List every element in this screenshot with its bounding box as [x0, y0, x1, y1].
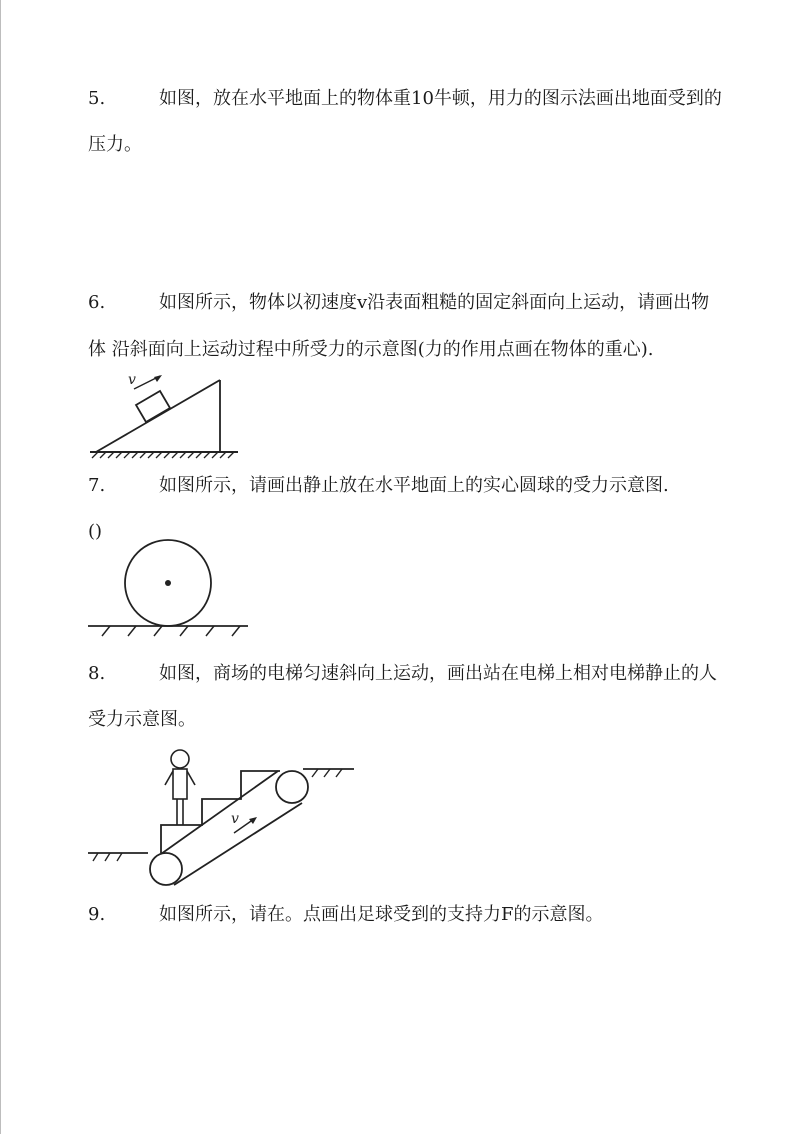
q8-text-1: 如图，商场的电梯匀速斜向上运动，画出站在电梯上相对电梯静止的人 — [159, 663, 717, 684]
person-right-arm — [187, 771, 195, 785]
person-body — [173, 769, 187, 799]
q5-text-2: 压力。 — [88, 134, 142, 155]
lower-roller — [150, 853, 182, 885]
person-head — [171, 750, 189, 768]
lower-floor-hatching — [93, 853, 122, 861]
q6-line-1 — [88, 291, 709, 315]
velocity-label: v — [231, 811, 239, 827]
ground-hatching — [102, 626, 240, 636]
q8-number: 8. — [88, 663, 106, 684]
ball-center-dot — [165, 580, 171, 586]
velocity-label: v — [128, 372, 136, 388]
q5-number: 5. — [88, 88, 106, 109]
q9-line-1 — [88, 903, 604, 927]
q7-line-1 — [88, 474, 669, 498]
q5-line-2 — [88, 133, 142, 157]
q5-text-1: 如图，放在水平地面上的物体重10牛顿，用力的图示法画出地面受到的 — [159, 88, 722, 109]
q6-line-2 — [88, 338, 654, 362]
q7-number: 7. — [88, 475, 106, 496]
sliding-block — [136, 391, 170, 422]
escalator-figure — [88, 745, 360, 890]
q8-text-2: 受力示意图。 — [88, 709, 196, 730]
person-left-arm — [165, 771, 173, 785]
page-edge — [0, 0, 1, 1134]
q6-number: 6. — [88, 292, 106, 313]
q5-line-1 — [88, 87, 722, 111]
q7-text-1: 如图所示，请画出静止放在水平地面上的实心圆球的受力示意图. — [159, 475, 669, 496]
upper-roller — [276, 771, 308, 803]
q8-line-2 — [88, 708, 196, 732]
q6-text-2: 体 沿斜面向上运动过程中所受力的示意图(力的作用点画在物体的重心). — [88, 339, 654, 360]
q9-number: 9. — [88, 904, 106, 925]
upper-floor-hatching — [312, 769, 342, 777]
ball-figure — [88, 537, 248, 645]
q6-text-1: 如图所示，物体以初速度v沿表面粗糙的固定斜面向上运动，请画出物 — [159, 292, 710, 313]
q9-text-1: 如图所示，请在。点画出足球受到的支持力F的示意图。 — [159, 904, 604, 925]
incline-figure — [90, 372, 240, 464]
q8-line-1 — [88, 662, 717, 686]
velocity-arrowhead — [154, 375, 162, 382]
q7-extra: () — [88, 521, 103, 542]
velocity-arrowhead — [249, 817, 257, 824]
